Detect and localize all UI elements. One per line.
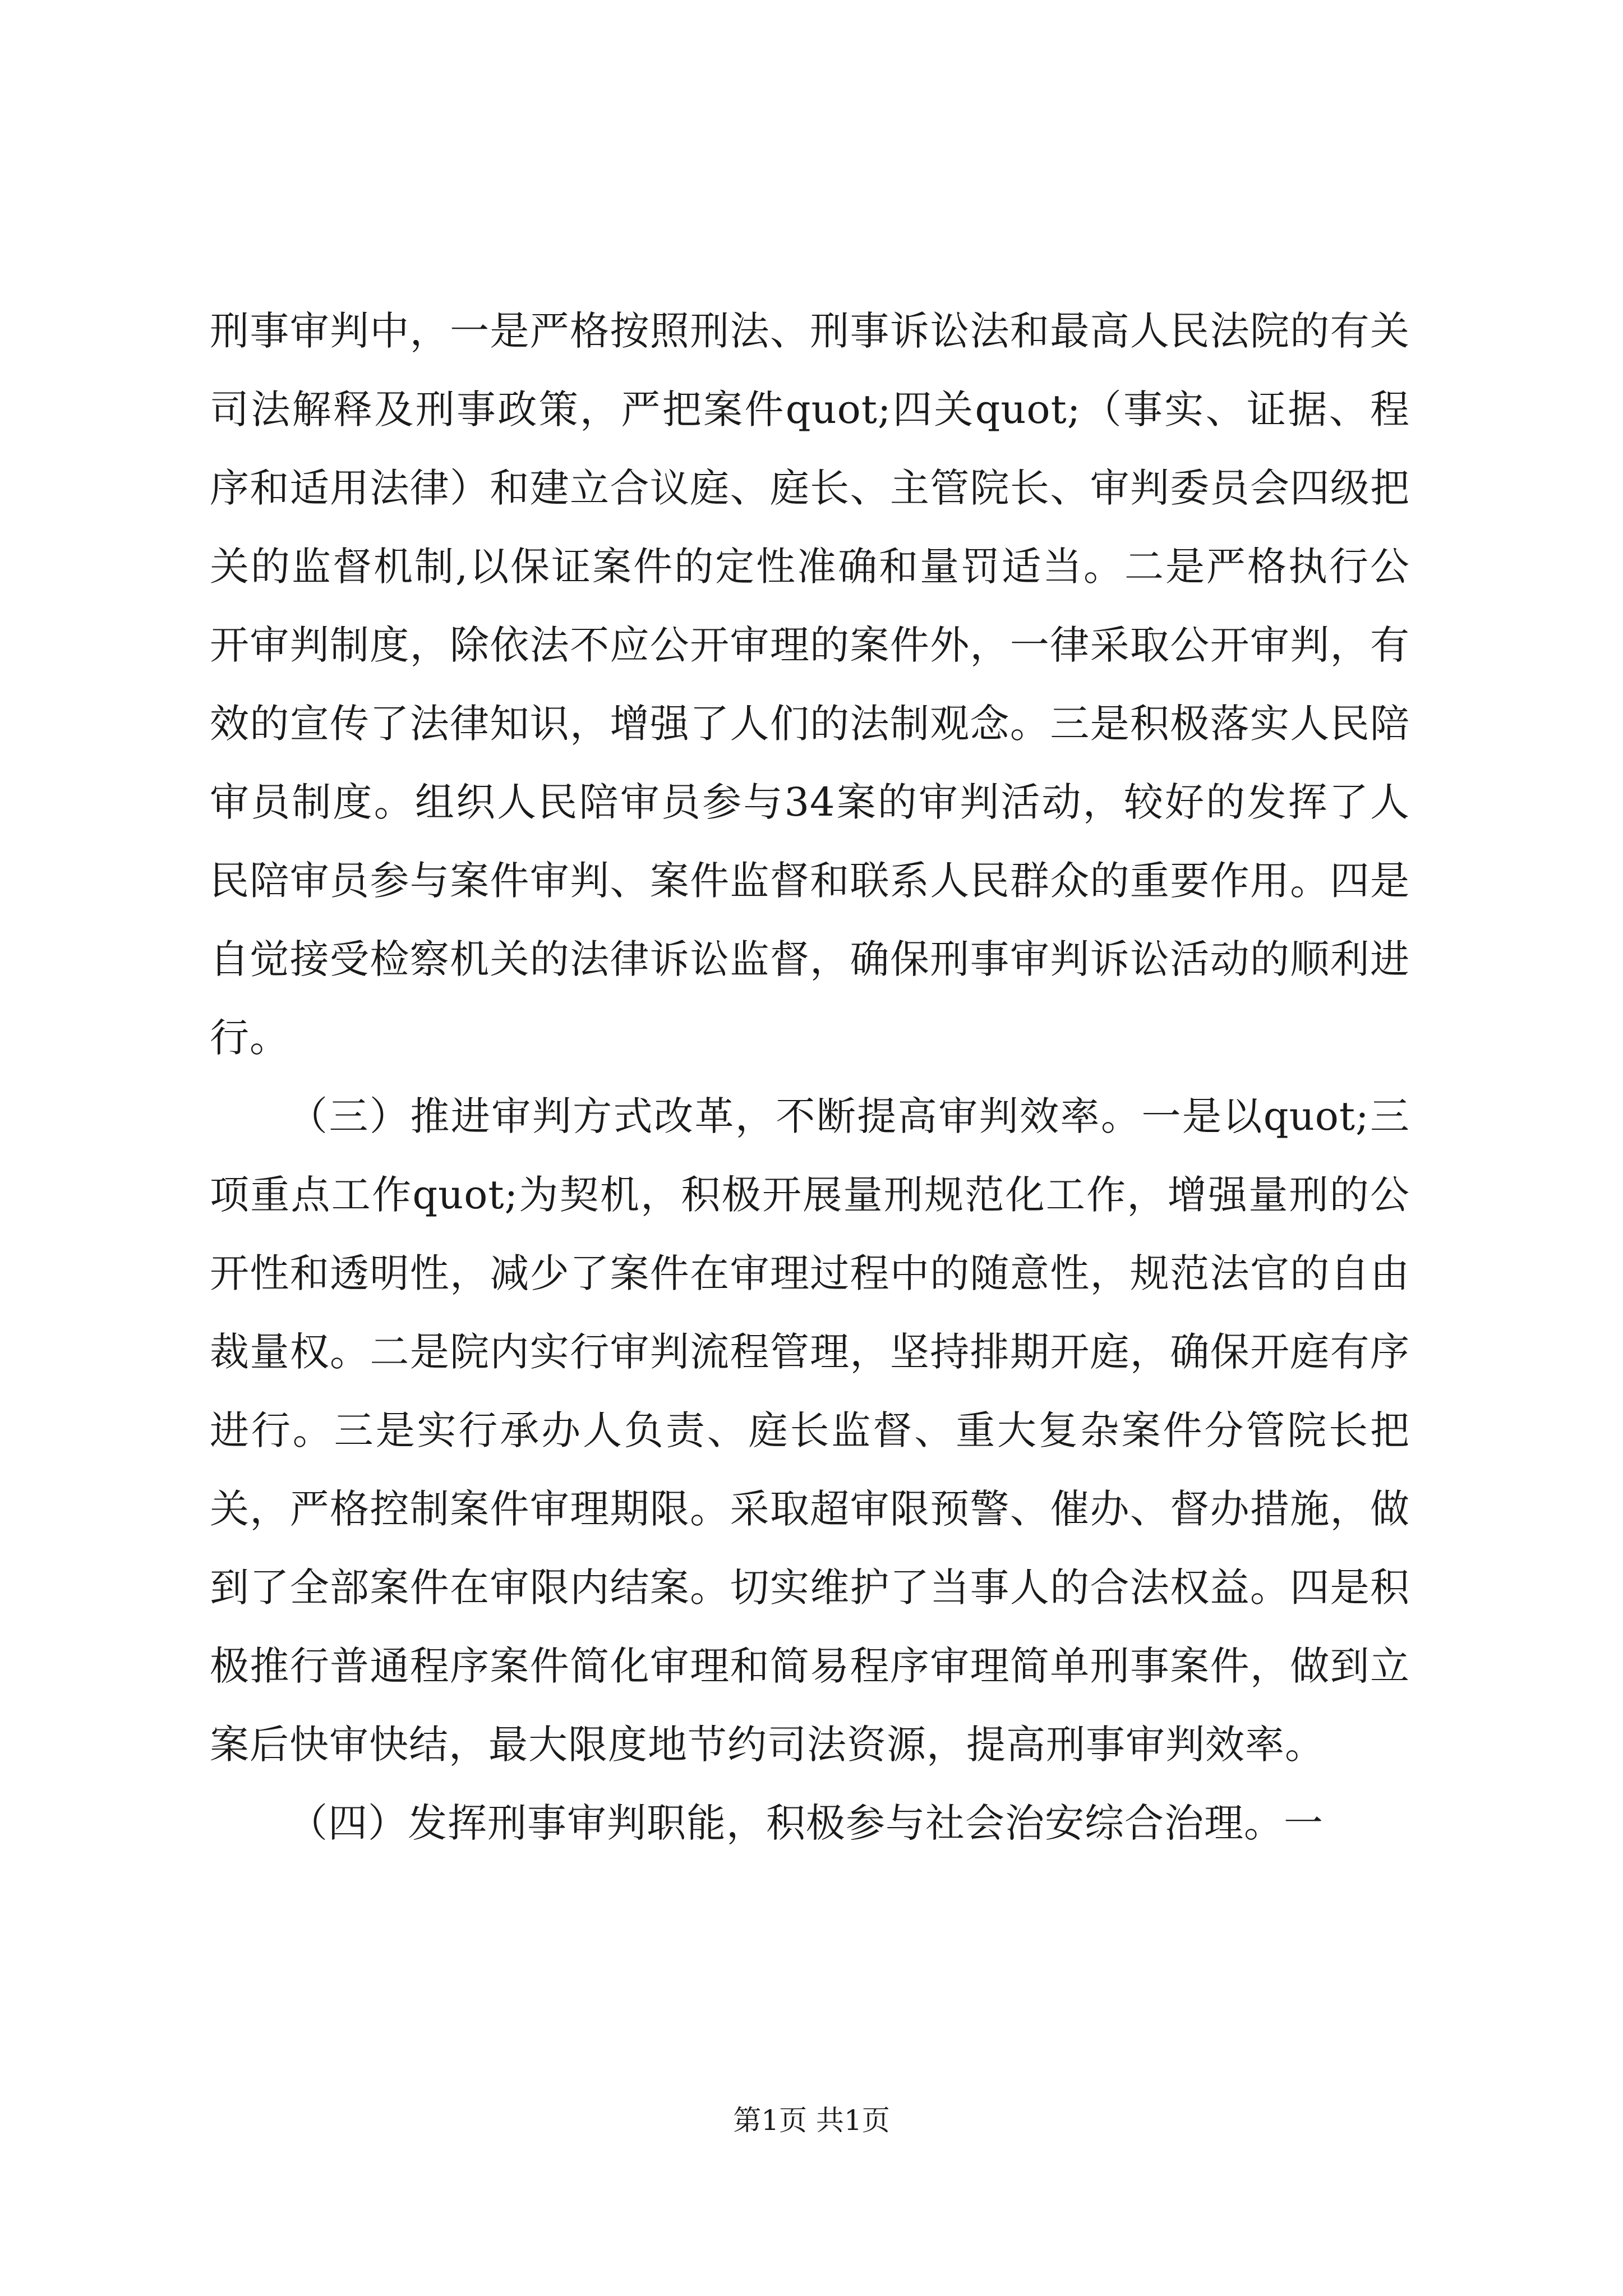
paragraph-1: 刑事审判中，一是严格按照刑法、刑事诉讼法和最高人民法院的有关司法解释及刑事政策，严把案件quot;四关quot;（事实、证据、程序和适用法律）和建立合议庭、庭长、主管院长、审判委员会四级把关的监督机制,以保证案件的定性准确和量罚适当。二是严格执行公开审判制度，除依法不应公开审理的案件外，一律采取公开审判，有效的宣传了法律知识，增强了人们的法制观念。三是积极落实人民陪审员制度。组织人民陪审员参与34案的审判活动，较好的发挥了人民陪审员参与案件审判、案件监督和联系人民群众的重要作用。四是自觉接受检察机关的法律诉讼监督，确保刑事审判诉讼活动的顺利进行。 (210, 308, 1410, 1061)
document-body (210, 292, 1410, 1862)
page-number-label: 第1页 共1页 (733, 2104, 890, 2137)
paragraph-2: （三）推进审判方式改革，不断提高审判效率。一是以quot;三项重点工作quot;为契机，积极开展量刑规范化工作，增强量刑的公开性和透明性，减少了案件在审理过程中的随意性，规范法官的自由裁量权。二是院内实行审判流程管理，坚持排期开庭，确保开庭有序进行。三是实行承办人负责、庭长监督、重大复杂案件分管院长把关，严格控制案件审理期限。采取超审限预警、催办、督办措施，做到了全部案件在审限内结案。切实维护了当事人的合法权益。四是积极推行普通程序案件简化审理和简易程序审理简单刑事案件，做到立案后快审快结，最大限度地节约司法资源，提高刑事审判效率。 (210, 1093, 1410, 1768)
paragraph-3: （四）发挥刑事审判职能，积极参与社会治安综合治理。一 (288, 1800, 1324, 1846)
page-footer (0, 2101, 1623, 2140)
